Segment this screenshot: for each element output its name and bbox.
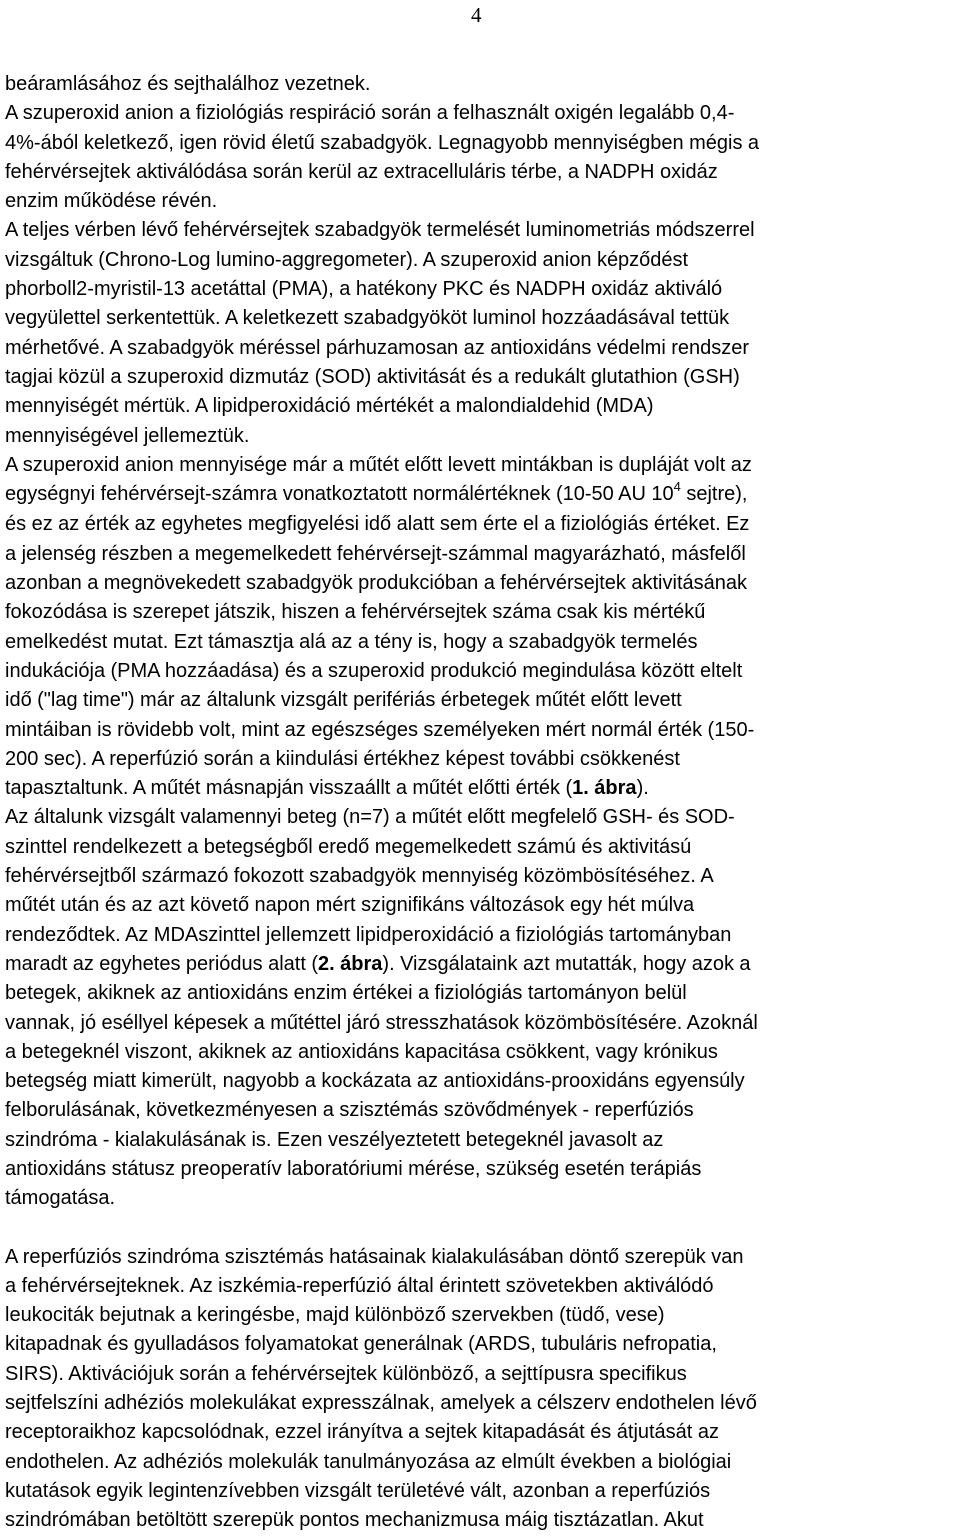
superscript-exponent: 4 [673, 479, 681, 495]
text-line: kitapadnak és gyulladásos folyamatokat generálnak (ARDS, tubuláris nefropatia, [5, 1333, 717, 1356]
text-line: endothelen. Az adhéziós molekulák tanulmányozása az elmúlt években a biológiai [5, 1450, 732, 1473]
text-fragment: tapasztaltunk. A műtét másnapján visszaállt a műtét előtti érték ( [5, 777, 573, 800]
text-fragment: maradt az egyhetes periódus alatt ( [5, 952, 319, 975]
text-line: antioxidáns státusz preoperatív laboratóriumi mérése, szükség esetén terápiás [5, 1157, 702, 1180]
text-line: felborulásának, következményesen a szisztémás szövődmények - reperfúziós [5, 1099, 694, 1122]
text-line: betegség miatt kimerült, nagyobb a kockázata az antioxidáns-prooxidáns egyensúly [5, 1070, 745, 1093]
text-line: beáramlásához és sejthalálhoz vezetnek. [5, 73, 371, 95]
text-line: fehérvérsejtek aktiválódása során kerül az extracelluláris térbe, a NADPH oxidáz [5, 160, 718, 183]
paragraph-1 [5, 70, 957, 480]
text-line: A reperfúziós szindróma szisztémás hatásainak kialakulásában döntő szerepük van [5, 1245, 744, 1268]
figure-reference-1: 1. ábra [572, 777, 637, 800]
text-line: szindróma - kialakulásának is. Ezen veszélyeztetett betegeknél javasolt az [5, 1128, 664, 1151]
text-line: receptoraikhoz kapcsolódnak, ezzel irányítva a sejtek kitapadását és átjutását az [5, 1421, 719, 1444]
text-line: vizsgáltuk (Chrono-Log lumino-aggregometer). A szuperoxid anion képződést [5, 248, 689, 271]
text-line: emelkedést mutat. Ezt támasztja alá az a tény is, hogy a szabadgyök termelés [5, 630, 698, 653]
text-line: azonban a megnövekedett szabadgyök produkcióban a fehérvérsejtek aktivitásának [5, 572, 747, 595]
text-line: A szuperoxid anion a fiziológiás respiráció során a felhasznált oxigén legalább 0,4- [5, 102, 735, 125]
document-body [5, 70, 957, 1536]
text-line: 4%-ából keletkező, igen rövid életű szabadgyök. Legnagyobb mennyiségben mégis a [5, 131, 760, 154]
text-line: 200 sec). A reperfúzió során a kiindulási értékhez képest további csökkenést [5, 747, 680, 770]
page-number: 4 [471, 3, 482, 27]
text-fragment: sejtre), [680, 483, 748, 506]
text-line-with-figure-ref [5, 950, 957, 979]
text-line: mennyiségét mértük. A lipidperoxidáció mértékét a malondialdehid (MDA) [5, 395, 654, 418]
text-line: leukociták bejutnak a keringésbe, majd különböző szervekben (tüdő, vese) [5, 1304, 665, 1327]
text-line: szindrómában betöltött szerepük pontos mechanizmusa máig tisztázatlan. Akut [5, 1509, 704, 1532]
text-line: mintáiban is rövidebb volt, mint az egészséges személyeken mért normál érték (150- [5, 718, 755, 741]
text-fragment: egységnyi fehérvérsejt-számra vonatkoztatott normálértéknek (10-50 AU 10 [5, 483, 674, 506]
figure-reference-2: 2. ábra [318, 952, 383, 975]
text-line: a betegeknél viszont, akiknek az antioxidáns kapacitása csökkent, vagy krónikus [5, 1040, 718, 1063]
text-line: mérhetővé. A szabadgyök méréssel párhuzamosan az antioxidáns védelmi rendszer [5, 336, 750, 359]
text-line: rendeződtek. Az MDAszinttel jellemzett lipidperoxidáció a fiziológiás tartományban [5, 923, 732, 946]
text-line: támogatása. [5, 1187, 116, 1210]
text-line: A teljes vérben lévő fehérvérsejtek szabadgyök termelését luminometriás módszerrel [5, 219, 755, 242]
text-line: SIRS). Aktivációjuk során a fehérvérsejtek különböző, a sejttípusra specifikus [5, 1362, 687, 1385]
text-line: enzim működése révén. [5, 190, 218, 213]
text-line: mennyiségével jellemeztük. [5, 424, 250, 447]
text-line: fehérvérsejtből származó fokozott szabadgyök mennyiség közömbösítéséhez. A [5, 865, 714, 888]
text-line: phorboll2-myristil-13 acetáttal (PMA), a hatékony PKC és NADPH oxidáz aktiváló [5, 278, 723, 301]
text-line: sejtfelszíni adhéziós molekulákat expresszálnak, amelyek a célszerv endothelen lévő [5, 1392, 757, 1415]
paragraph-2 [5, 480, 957, 803]
text-line: a jelenség részben a megemelkedett fehérvérsejt-számmal magyarázható, másfelől [5, 542, 746, 565]
text-line: betegek, akiknek az antioxidáns enzim értékei a fiziológiás tartományon belül [5, 982, 687, 1005]
text-line: kutatások egyik legintenzívebben vizsgált területévé vált, azonban a reperfúziós [5, 1479, 711, 1502]
text-line-with-superscript [5, 480, 957, 510]
text-line-with-figure-ref [5, 774, 957, 803]
text-fragment: ). Vizsgálataink azt mutatták, hogy azok a [382, 952, 751, 975]
text-line: A szuperoxid anion mennyisége már a műtét előtt levett mintákban is dupláját volt az [5, 453, 752, 476]
text-line: idő ("lag time") már az általunk vizsgált perifériás érbetegek műtét előtt levett [5, 689, 682, 712]
text-line: tagjai közül a szuperoxid dizmutáz (SOD) aktivitását és a redukált glutathion (GSH) [5, 365, 740, 388]
text-line: szinttel rendelkezett a betegségből eredő megemelkedett számú és aktivitású [5, 835, 692, 858]
text-line: a fehérvérsejteknek. Az iszkémia-reperfúzió által érintett szövetekben aktiválódó [5, 1274, 714, 1297]
paragraph-3 [5, 803, 957, 1213]
text-line: és ez az érték az egyhetes megfigyelési idő alatt sem érte el a fiziológiás értéket. Ez [5, 513, 750, 536]
text-line: fokozódása is szerepet játszik, hiszen a fehérvérsejtek száma csak kis mértékű [5, 601, 706, 624]
text-line: műtét után és az azt követő napon mért szignifikáns változások egy hét múlva [5, 894, 695, 917]
text-line: indukációja (PMA hozzáadása) és a szuperoxid produkció megindulása között eltelt [5, 659, 743, 682]
text-fragment: ). [636, 777, 649, 800]
text-line: Az általunk vizsgált valamennyi beteg (n=7) a műtét előtt megfelelő GSH- és SOD- [5, 806, 735, 829]
text-line: vegyülettel serkentettük. A keletkezett szabadgyököt luminol hozzáadásával tettük [5, 307, 730, 330]
text-line: vannak, jó eséllyel képesek a műtéttel járó stresszhatások közömbösítésére. Azoknál [5, 1011, 758, 1034]
paragraph-4 [5, 1243, 957, 1536]
